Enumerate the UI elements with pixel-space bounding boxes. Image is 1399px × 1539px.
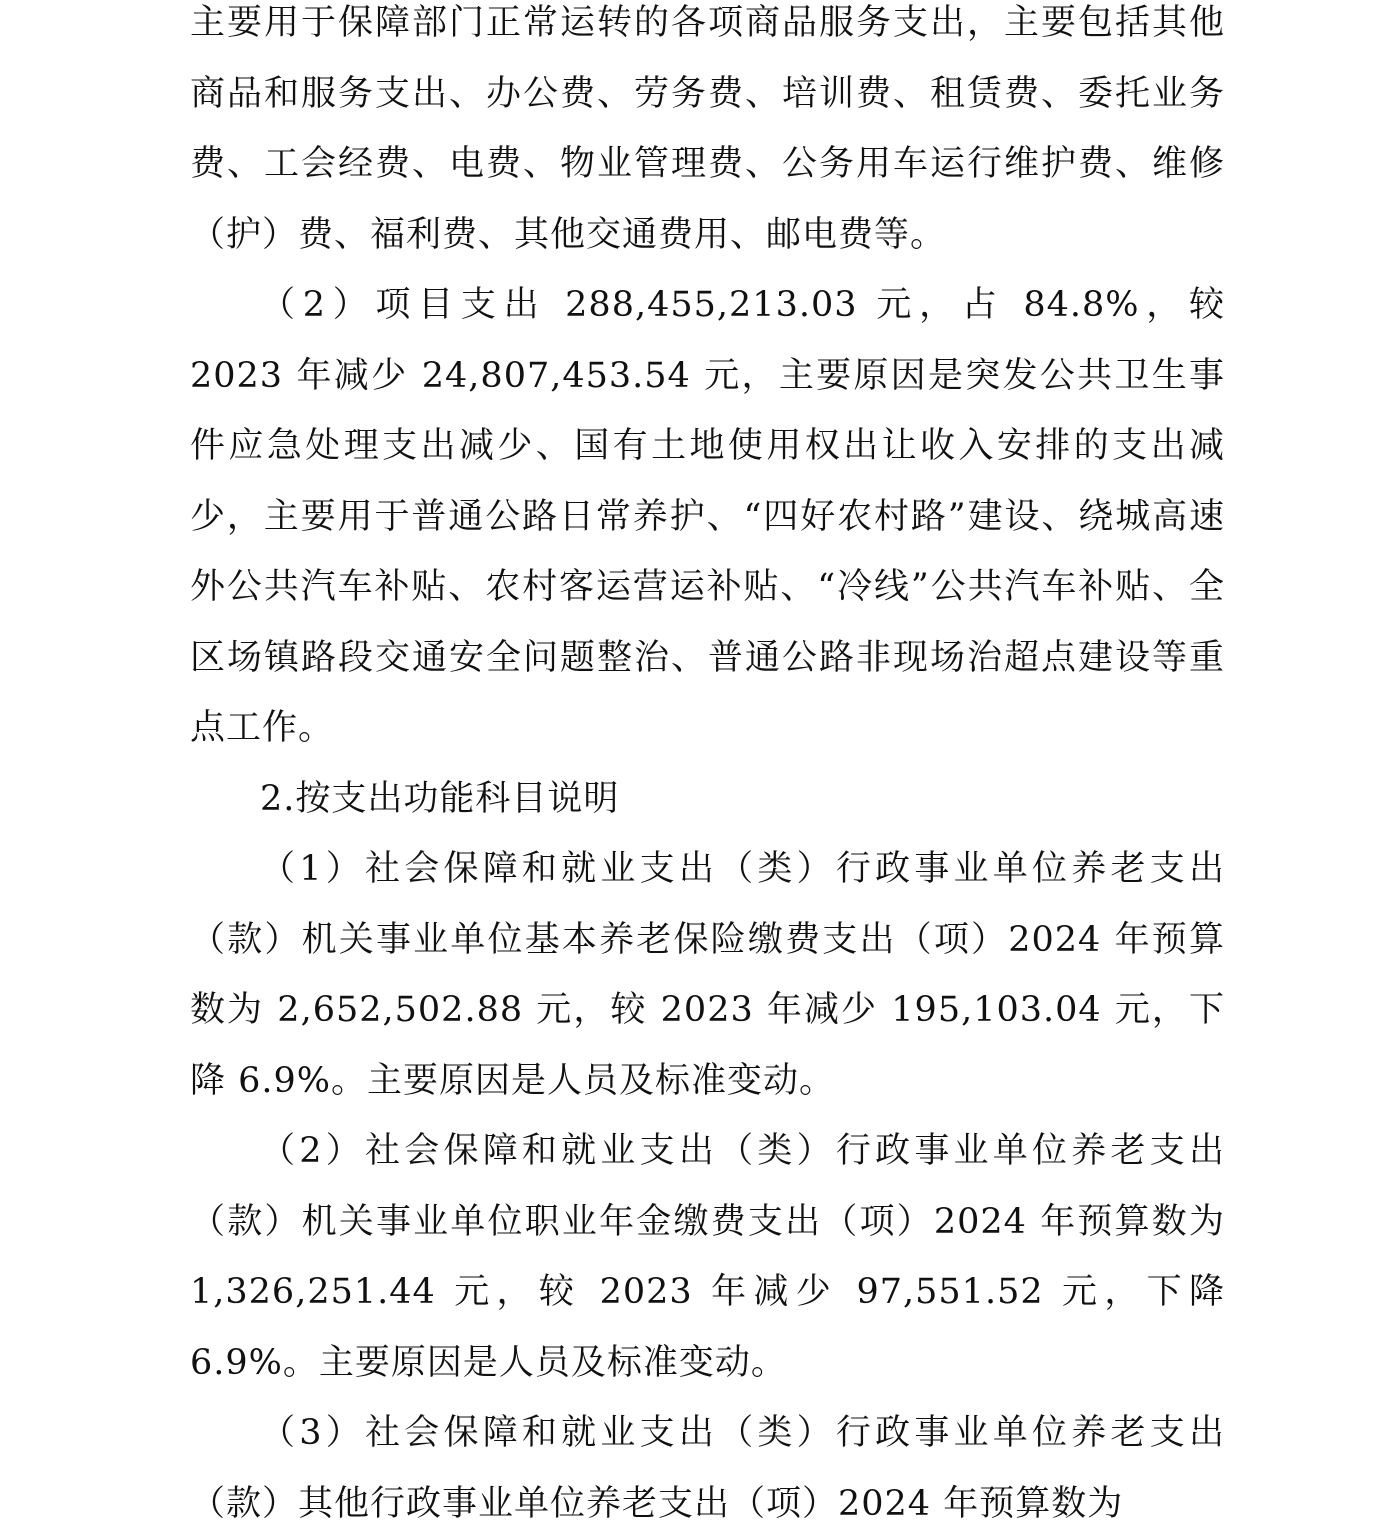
paragraph-other-pension: （3）社会保障和就业支出（类）行政事业单位养老支出（款）其他行政事业单位养老支出（项）2024 年预算数为: [190, 1413, 1225, 1524]
paragraph-project-expenditure: （2）项目支出 288,455,213.03 元，占 84.8%，较 2023 年减少 24,807,453.54 元，主要原因是突发公共卫生事件应急处理支出减少、国有土地使用权出让收入安排的支出减少，主要用于普通公路日常养护、“四好农村路”建设、绕城高速外公共汽车补贴、农村客运营运补贴、“冷线”公共汽车补贴、全区场镇路段交通安全问题整治、普通公路非现场治超点建设等重点工作。: [190, 285, 1225, 748]
paragraph-basic-pension: （1）社会保障和就业支出（类）行政事业单位养老支出（款）机关事业单位基本养老保险缴费支出（项）2024 年预算数为 2,652,502.88 元，较 2023 年减少 195,103.04 元，下降 6.9%。主要原因是人员及标准变动。: [190, 849, 1225, 1101]
paragraph-goods-services: 主要用于保障部门正常运转的各项商品服务支出，主要包括其他商品和服务支出、办公费、劳务费、培训费、租赁费、委托业务费、工会经费、电费、物业管理费、公务用车运行维护费、维修（护）费、福利费、其他交通费用、邮电费等。: [190, 3, 1225, 255]
paragraph-occupational-annuity: （2）社会保障和就业支出（类）行政事业单位养老支出（款）机关事业单位职业年金缴费支出（项）2024 年预算数为 1,326,251.44 元，较 2023 年减少 97,551.52 元，下降 6.9%。主要原因是人员及标准变动。: [190, 1131, 1225, 1383]
section-heading-functional-subjects: 2.按支出功能科目说明: [260, 778, 620, 819]
document-page: [190, 0, 1225, 1539]
